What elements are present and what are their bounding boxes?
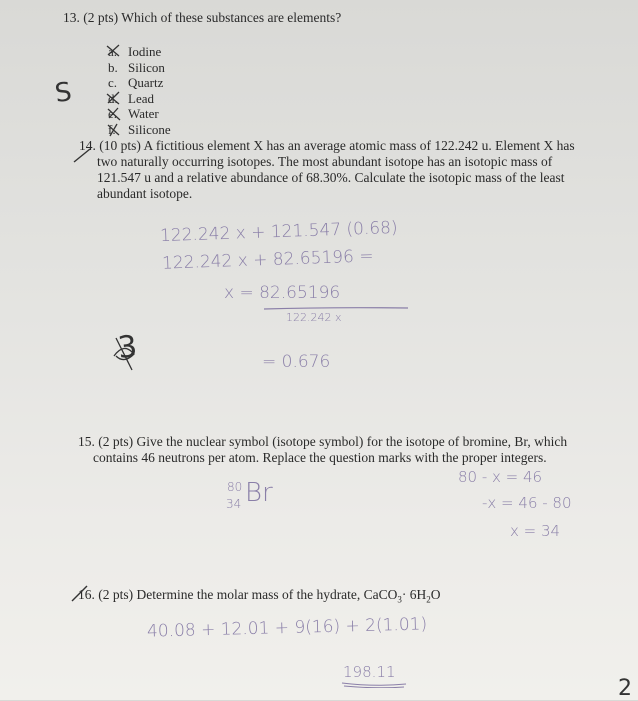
q14-work-line2: 122.242 x + 82.65196 = <box>161 246 374 274</box>
q14-score-mark: 3 <box>116 329 139 366</box>
choice-d: d. Lead <box>108 90 154 106</box>
choice-c: c. Quartz <box>108 75 164 91</box>
choice-b: b. Silicon <box>108 59 165 75</box>
choice-strike-marks <box>104 42 126 142</box>
q14-line1: 14. (10 pts) A fictitious element X has an average atomic mass of 122.242 u. Element X has <box>79 138 575 153</box>
q14-work-line3: x = 82.65196 <box>224 283 341 303</box>
q15-work-line1: 80 - x = 46 <box>458 468 543 486</box>
q16-number-strike <box>70 584 92 604</box>
q13-prompt: 13. (2 pts) Which of these substances are elements? <box>63 10 342 25</box>
q14-score-scribble <box>110 334 140 374</box>
q16-answer-underline <box>340 680 410 688</box>
choice-e: e. Water <box>108 106 159 122</box>
q15-atomic-number: 34 <box>226 497 242 511</box>
q13-score-mark: S <box>52 76 74 110</box>
q14-work-result: = 0.676 <box>262 352 331 372</box>
q14-line2: two naturally occurring isotopes. The most abundant isotope has an isotopic mass of <box>97 154 553 169</box>
choice-f: f. Silicone <box>108 121 171 137</box>
q14-line3: 121.547 u and a relative abundance of 68.30%. Calculate the isotopic mass of the least <box>97 170 565 185</box>
q14-work-line4: 122.242 x <box>286 311 342 324</box>
q14-line4: abundant isotope. <box>97 186 193 201</box>
q16-answer: 198.11 <box>343 663 396 681</box>
corner-mark: 2 <box>618 676 632 701</box>
q15-element-symbol: Br <box>245 478 273 508</box>
q16-work-line1: 40.08 + 12.01 + 9(16) + 2(1.01) <box>146 614 428 642</box>
q15-mass-number: 80 <box>227 480 243 494</box>
q16-prompt: 16. (2 pts) Determine the molar mass of the hydrate, CaCO$_3$· $6H_2O$ <box>78 587 441 605</box>
q15-work-line3: x = 34 <box>510 522 561 540</box>
q15-work-line2: -x = 46 - 80 <box>482 494 572 512</box>
q14-work-line1: 122.242 x + 121.547 (0.68) <box>159 217 398 247</box>
q14-number-strike <box>72 146 94 166</box>
q15-line1: 15. (2 pts) Give the nuclear symbol (isotope symbol) for the isotope of bromine, Br, which <box>78 434 568 449</box>
q15-line2: contains 46 neutrons per atom. Replace the question marks with the proper integers. <box>93 450 547 465</box>
choice-a: a. Iodine <box>108 44 162 59</box>
